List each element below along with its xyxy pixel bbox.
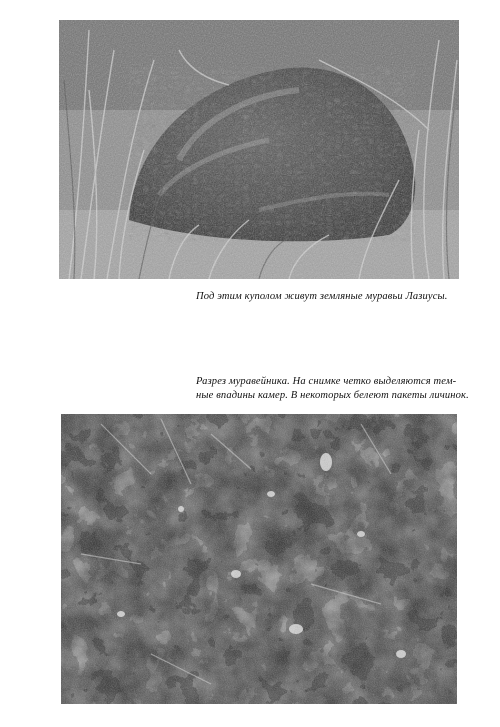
top-photo-caption bbox=[196, 290, 448, 304]
caption-bottom-line-2: ные впадины камер. В некоторых белеют пакеты личинок. bbox=[196, 390, 469, 401]
anthill-dome-photo bbox=[59, 20, 459, 279]
caption-top-text: Под этим куполом живут земляные муравьи Лазиусы. bbox=[196, 291, 448, 302]
bottom-photo-caption bbox=[196, 375, 469, 403]
caption-bottom-line-1: Разрез муравейника. На снимке четко выделяются тем- bbox=[196, 376, 457, 387]
anthill-cross-section-photo bbox=[61, 414, 457, 704]
